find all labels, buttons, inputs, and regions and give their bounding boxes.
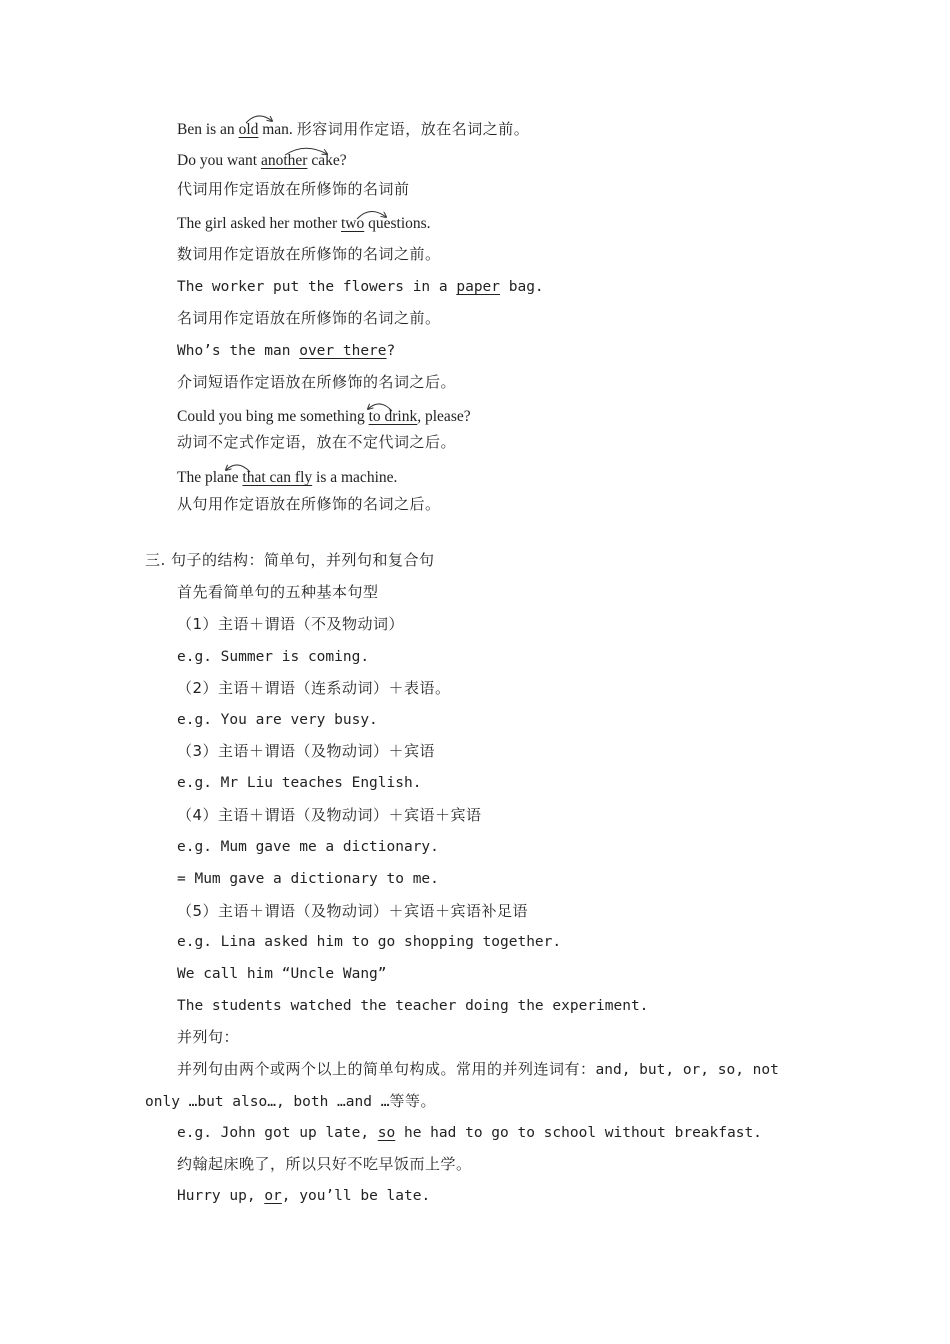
- text-segment: The worker put the flowers in a: [177, 279, 457, 295]
- text-segment: is a machine.: [312, 469, 398, 486]
- text-segment: = Mum gave a dictionary to me.: [177, 871, 439, 887]
- text-segment: The students watched the teacher doing the experiment.: [177, 998, 649, 1014]
- text-segment: 代词用作定语放在所修饰的名词前: [177, 180, 410, 198]
- text-segment: 并列句：: [177, 1028, 240, 1046]
- text-segment: Could you bing me something: [177, 408, 369, 425]
- text-segment: We call him “Uncle Wang”: [177, 966, 387, 982]
- text-segment: The plane: [177, 469, 243, 486]
- text-segment: only …but also…, both …and …: [145, 1094, 390, 1110]
- arrow-old-man: [246, 116, 272, 123]
- arrow-another-cake: [285, 148, 327, 155]
- text-segment: cake?: [307, 152, 347, 169]
- text-segment: （2）主语＋谓语（连系动词）＋表语。: [177, 679, 451, 697]
- text-segment: （1）主语＋谓语（不及物动词）: [177, 615, 405, 633]
- underlined-modifier: over there: [299, 343, 387, 359]
- text-segment: e.g. John got up late,: [177, 1125, 378, 1141]
- text-segment: Who’s the man: [177, 343, 300, 359]
- text-segment: 动词不定式作定语，放在不定代词之后。: [177, 433, 457, 451]
- text-segment: and, but, or, so, not: [595, 1062, 779, 1078]
- text-segment: 约翰起床晚了，所以只好不吃早饭而上学。: [177, 1155, 472, 1173]
- text-segment: e.g. Mum gave me a dictionary.: [177, 839, 439, 855]
- arrow-to-drink-something: [368, 404, 392, 411]
- underlined-modifier: paper: [456, 279, 501, 295]
- text-segment: , you’ll be late.: [281, 1188, 431, 1204]
- text-segment: bag.: [500, 279, 544, 295]
- text-segment: e.g. Lina asked him to go shopping together.: [177, 934, 562, 950]
- text-segment: 首先看简单句的五种基本句型: [177, 583, 379, 601]
- text-segment: 从句用作定语放在所修饰的名词之后。: [177, 495, 441, 513]
- text-segment: , please?: [417, 408, 471, 425]
- text-segment: （3）主语＋谓语（及物动词）＋宾语: [177, 742, 436, 760]
- text-segment: 名词用作定语放在所修饰的名词之前。: [177, 309, 441, 327]
- text-segment: e.g. Mr Liu teaches English.: [177, 775, 422, 791]
- underlined-modifier: or: [264, 1188, 282, 1204]
- text-segment: The girl asked her mother: [177, 215, 341, 232]
- text-segment: 形容词用作定语，放在名词之前。: [296, 120, 530, 138]
- text-segment: 介词短语作定语放在所修饰的名词之后。: [177, 373, 457, 391]
- underlined-modifier: to drink: [368, 408, 418, 425]
- text-segment: 并列句由两个或两个以上的简单句构成。常用的并列连词有：: [177, 1060, 596, 1078]
- arrow-that-can-fly-plane: [226, 465, 250, 472]
- text-segment: Do you want: [177, 152, 261, 169]
- underlined-modifier: another: [260, 152, 308, 169]
- underlined-modifier: two: [340, 215, 365, 232]
- underlined-modifier: that can fly: [242, 469, 313, 486]
- text-segment: questions.: [364, 215, 431, 232]
- text-segment: e.g. Summer is coming.: [177, 649, 370, 665]
- text-segment: Ben is an: [177, 121, 239, 138]
- text-segment: 数词用作定语放在所修饰的名词之前。: [177, 245, 441, 263]
- text-segment: e.g. You are very busy.: [177, 712, 378, 728]
- text-segment: he had to go to school without breakfast.: [395, 1125, 762, 1141]
- text-segment: 三. 句子的结构：简单句，并列句和复合句: [145, 551, 435, 569]
- text-segment: （4）主语＋谓语（及物动词）＋宾语＋宾语: [177, 806, 482, 824]
- arrow-two-questions: [357, 211, 386, 219]
- text-segment: Hurry up,: [177, 1188, 265, 1204]
- underlined-modifier: old: [238, 121, 259, 138]
- text-segment: （5）主语＋谓语（及物动词）＋宾语＋宾语补足语: [177, 902, 529, 920]
- text-segment: ?: [386, 343, 396, 359]
- underlined-modifier: so: [377, 1125, 396, 1141]
- text-segment: man.: [258, 121, 297, 138]
- text-segment: 等等。: [389, 1092, 436, 1110]
